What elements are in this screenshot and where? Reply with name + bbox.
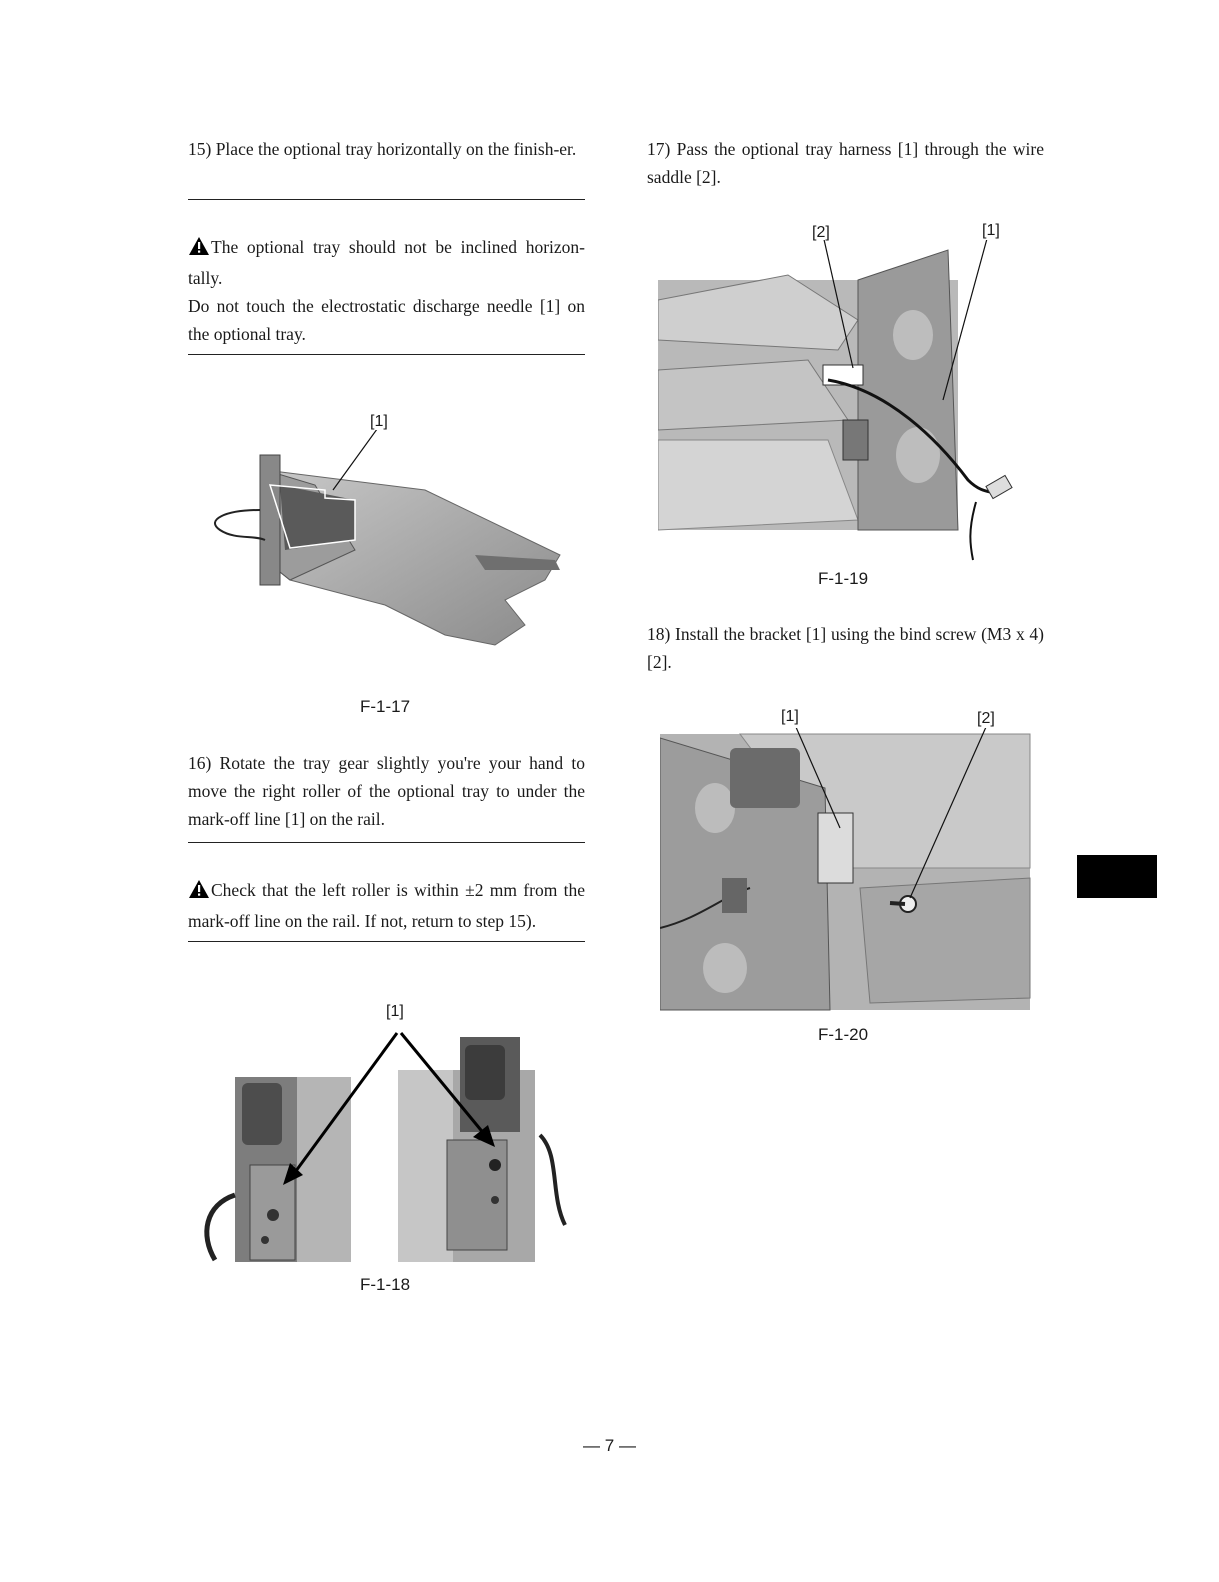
step-18: 18) Install the bracket [1] using the bind screw (M3 x 4) [2].	[647, 624, 1044, 672]
divider	[188, 941, 585, 942]
warning-triangle-icon	[188, 236, 210, 264]
step-17-text	[647, 135, 1044, 191]
fig18-callout-1: [1]	[386, 1003, 404, 1020]
figure-f-1-17-illustration	[205, 430, 570, 655]
page-number: — 7 —	[583, 1436, 636, 1455]
caution-2: Check that the left roller is within ±2 mm from the mark-off line on the rail. If not, return to step 15).	[188, 880, 585, 931]
fig20-callout-2: [2]	[977, 710, 995, 727]
figure-f-1-19-illustration	[658, 240, 1038, 565]
fig20-caption: F-1-20	[818, 1025, 869, 1044]
caution-box-2	[188, 876, 585, 935]
fig17-caption: F-1-17	[360, 697, 411, 716]
divider	[188, 842, 585, 843]
fig19-callout-1: [1]	[982, 222, 1000, 239]
warning-triangle-icon	[188, 879, 210, 907]
fig19-caption: F-1-19	[818, 569, 869, 588]
step-15: 15) Place the optional tray horizontally on the finish-er.	[188, 139, 577, 159]
figure-f-1-20-illustration	[660, 728, 1032, 1013]
step-17: 17) Pass the optional tray harness [1] through the wire saddle [2].	[647, 139, 1044, 187]
divider	[188, 354, 585, 355]
caution-1-line-2: Do not touch the electrostatic discharge needle [1] on the optional tray.	[188, 296, 585, 344]
section-tab-marker	[1077, 855, 1157, 898]
step-15-text	[188, 135, 585, 163]
step-16-text	[188, 749, 585, 833]
divider	[188, 199, 585, 200]
fig18-caption: F-1-18	[360, 1275, 411, 1294]
step-16: 16) Rotate the tray gear slightly you're your hand to move the right roller of the optional tray to under the mark-off line [1] on the rail.	[188, 753, 585, 829]
figure-f-1-18-illustration	[195, 1025, 570, 1265]
caution-box-1	[188, 233, 585, 348]
fig19-callout-2: [2]	[812, 224, 830, 241]
step-18-text	[647, 620, 1044, 676]
caution-1-line-1: The optional tray should not be inclined horizon-tally.	[188, 237, 585, 288]
fig20-callout-1: [1]	[781, 708, 799, 725]
fig17-callout-1: [1]	[370, 413, 388, 430]
